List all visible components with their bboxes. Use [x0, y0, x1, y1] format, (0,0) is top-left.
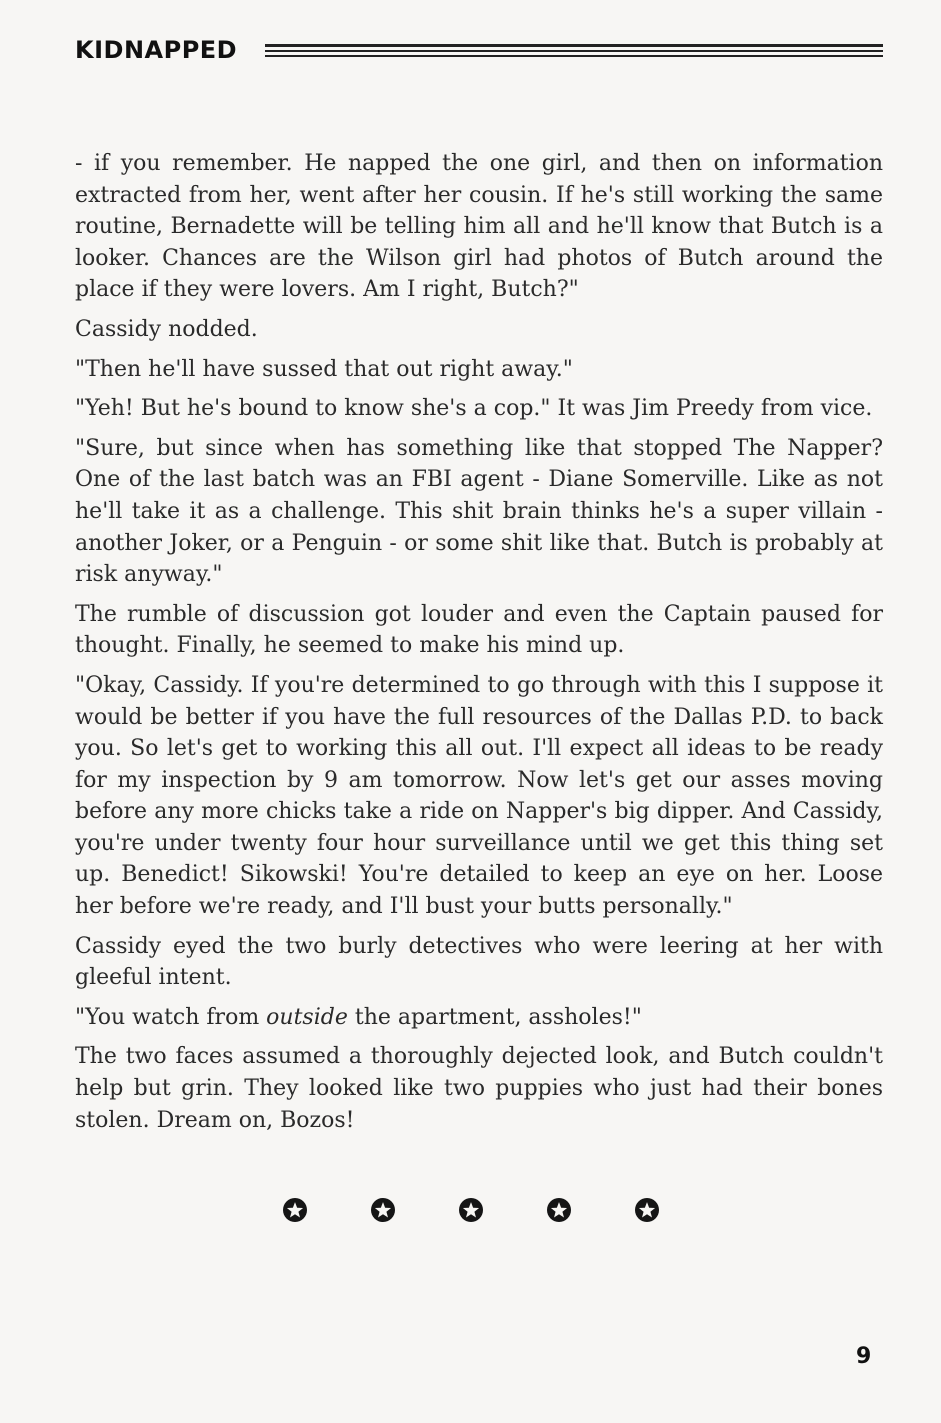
- section-break-ornaments: [0, 1196, 941, 1224]
- chapter-title: KIDNAPPED: [75, 36, 238, 64]
- paragraph-2: Cassidy nodded.: [75, 316, 258, 342]
- quote-before: "You watch from: [75, 1004, 267, 1030]
- star-in-circle-icon: [281, 1196, 309, 1224]
- header-rule: [265, 44, 883, 57]
- paragraph-3: "Then he'll have sussed that out right away.": [75, 356, 573, 382]
- star-in-circle-icon: [457, 1196, 485, 1224]
- paragraph-6: The rumble of discussion got louder and even the Captain paused for thought. Finally, he seemed to make his mind up.: [75, 601, 883, 659]
- paragraph-4: "Yeh! But he's bound to know she's a cop." It was Jim Preedy from vice.: [75, 396, 873, 422]
- star-in-circle-icon: [369, 1196, 397, 1224]
- star-in-circle-icon: [545, 1196, 573, 1224]
- running-header: [75, 34, 883, 66]
- paragraph-8: Cassidy eyed the two burly detectives who were leering at her with gleeful intent.: [75, 933, 883, 991]
- quote-after: the apartment, assholes!": [347, 1004, 642, 1030]
- paragraph-7: "Okay, Cassidy. If you're determined to go through with this I suppose it would be better if you have the full resources of the Dallas P.D. to back you. So let's get to working this all out. I'll expect all ideas to be ready for my inspection by 9 am tomorrow. Now let's get our asses moving before any more chicks take a ride on Napper's big dipper. And Cassidy, you're under twenty four hour surveillance until we get this thing set up. Benedict! Sikowski! You're detailed to keep an eye on her. Loose her before we're ready, and I'll bust your butts personally.": [75, 672, 883, 920]
- page-number: 9: [856, 1344, 872, 1369]
- body-text: [75, 148, 883, 1144]
- star-in-circle-icon: [633, 1196, 661, 1224]
- paragraph-5: "Sure, but since when has something like that stopped The Napper? One of the last batch was an FBI agent - Diane Somerville. Like as not he'll take it as a challenge. This shit brain thinks he's a super villain - another Joker, or a Penguin - or some shit like that. Butch is probably at risk anyway.": [75, 435, 883, 588]
- quote-emphasis: outside: [266, 1004, 348, 1030]
- paragraph-10: The two faces assumed a thoroughly dejected look, and Butch couldn't help but grin. They looked like two puppies who just had their bones stolen. Dream on, Bozos!: [75, 1044, 883, 1133]
- paragraph-9: [75, 1002, 883, 1034]
- paragraph-1: - if you remember. He napped the one girl, and then on information extracted from her, went after her cousin. If he's still working the same routine, Bernadette will be telling him all and he'll know that Butch is a looker. Chances are the Wilson girl had photos of Butch around the place if they were lovers. Am I right, Butch?": [75, 151, 883, 303]
